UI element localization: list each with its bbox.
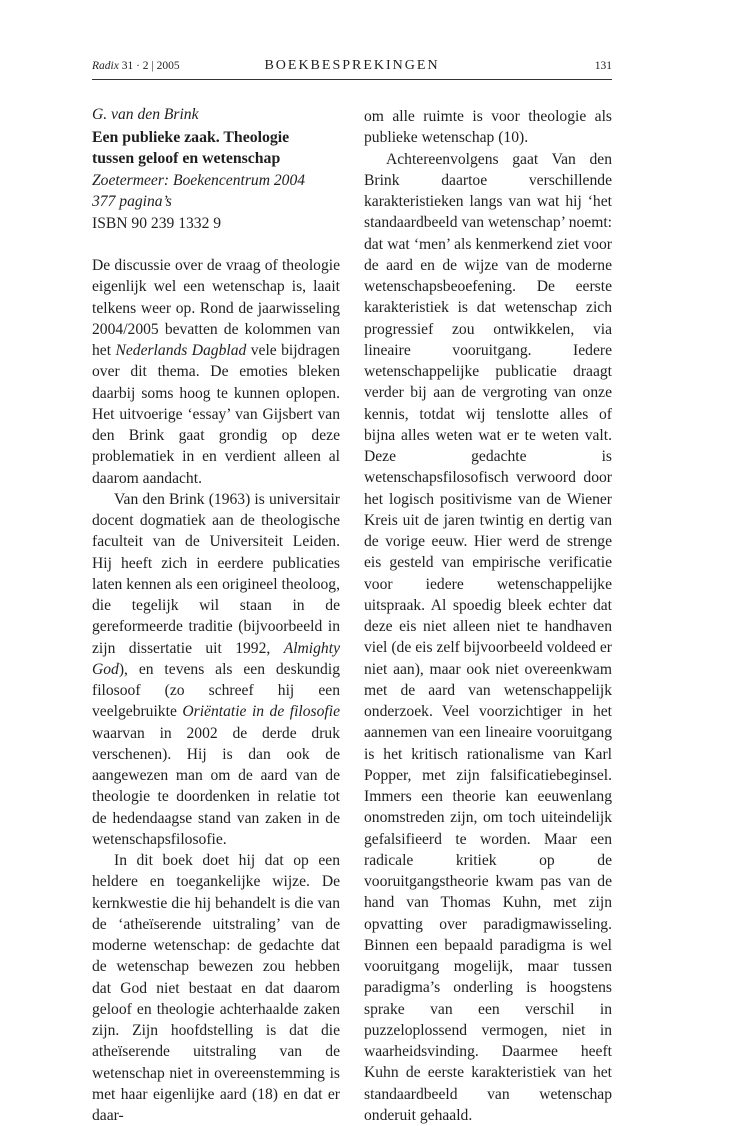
left-column [92, 255, 340, 1126]
paragraph-3: In dit boek doet hij dat op een heldere en toegankelijke wijze. De kernkwestie die hij behandelt is die van de ‘atheïserende uitstraling’ van de moderne wetenschap: de gedachte dat de wetenschap bewezen zou hebben dat God niet bestaat en dat daarom geloof en theologie achterhaalde zaken zijn. Zijn hoofdstelling is dat die atheïserende uitstraling van de wetenschap niet in overeenstemming is met haar eigenlijke aard (18) en dat er daar- [92, 850, 340, 1126]
issue-info: 31 · 2 | 2005 [122, 60, 180, 72]
book-title-line1: Een publieke zaak. Theologie [92, 127, 340, 149]
paragraph-1-tail: vele bijdragen over dit thema. De emoties bleken daarbij soms hoog te kunnen oplopen. Het uitvoerige ‘essay’ van Gijsbert van den Brink gaat grondig op deze problematiek in en verdient alleen al daarom aandacht. [92, 342, 340, 487]
running-header [92, 58, 612, 80]
dissertation-title: Almighty God [92, 640, 340, 678]
paragraph-1 [92, 255, 340, 489]
book-title-reference: Oriëntatie in de filosofie [182, 703, 340, 720]
book-author: G. van den Brink [92, 104, 340, 126]
newspaper-title: Nederlands Dagblad [115, 342, 246, 359]
right-column [364, 106, 612, 1126]
book-title-line2: tussen geloof en wetenschap [92, 148, 340, 170]
page-number: 131 [595, 60, 612, 72]
header-rule [92, 79, 612, 80]
paragraph-1-text: De discussie over de vraag of theologie eigenlijk wel een wetenschap is, laait telkens weer op. Rond de jaarwisseling 2004/2005 bevatten de kolommen van het [92, 257, 340, 359]
paragraph-2-text-a: Van den Brink (1963) is universitair docent dogmatiek aan de theologische faculteit van de Universiteit Leiden. Hij heeft zich in eerdere publicaties laten kennen als een origineel theoloog, die tegelijk wil staan in de gereformeerde traditie (bijvoorbeeld in zijn dissertatie uit 1992, [92, 491, 340, 657]
paragraph-continuation: om alle ruimte is voor theologie als publieke wetenschap (10). [364, 106, 612, 149]
book-reference [92, 104, 340, 234]
section-title: BOEKBESPREKINGEN [92, 58, 612, 74]
paragraph-2 [92, 489, 340, 850]
book-isbn: ISBN 90 239 1332 9 [92, 213, 340, 235]
book-publisher: Zoetermeer: Boekencentrum 2004 [92, 170, 340, 192]
paragraph-2-text-c: waarvan in 2002 de derde druk verschenen). Hij is dan ook de aangewezen man om de aard van de theologie te doordenken in relatie tot de hedendaagse stand van zaken in de wetenschapsfilosofie. [92, 725, 340, 848]
journal-name: Radix [92, 60, 119, 72]
book-pages: 377 pagina’s [92, 191, 340, 213]
paragraph-4: Achtereenvolgens gaat Van den Brink daartoe verschillende karakteristieken langs van wat hij ‘het standaardbeeld van wetenschap’ noemt: dat wat ‘men’ als kenmerkend ziet voor de aard en de wijze van de moderne wetenschapsbeoefening. De eerste karakteristiek is dat wetenschap zich progressief zou ontwikkelen, via lineaire vooruitgang. Iedere wetenschappelijke publicatie draagt verder bij aan de vergroting van onze kennis, totdat wij tenslotte alles of bijna alles weten wat er te weten valt. Deze gedachte is wetenschapsfilosofisch verwoord door het logisch positivisme van de Wiener Kreis uit de jaren twintig en dertig van de vorige eeuw. Hier werd de strenge eis gesteld van empirische verificatie voor iedere wetenschappelijke uitspraak. Al spoedig bleek echter dat deze eis niet alleen niet te handhaven viel (de eis zelf bijvoorbeeld voldeed er niet aan), maar ook niet overeenkwam met de aard van wetenschappelijk onderzoek. Veel voorzichtiger in het aannemen van een lineaire vooruitgang is het kritisch rationalisme van Karl Popper, met zijn falsificatiebeginsel. Immers een theorie kan eeuwenlang onomstreden zijn, om toch uiteindelijk gefalsifieerd te worden. Maar een radicale kritiek op de vooruitgangstheorie kwam pas van de hand van Thomas Kuhn, met zijn opvatting over paradigmawisseling. Binnen een bepaald paradigma is wel vooruitgang mogelijk, maar tussen paradigma’s onderling is hoogstens sprake van een verschil in puzzeloplossend vermogen, niet in waarheidsvinding. Daarmee heeft Kuhn de eerste karakteristiek van het standaardbeeld van wetenschap onderuit gehaald. [364, 149, 612, 1126]
paragraph-2-text-b: ), en tevens als een deskundig filosoof (zo schreef hij een veelgebruikte [92, 661, 340, 721]
